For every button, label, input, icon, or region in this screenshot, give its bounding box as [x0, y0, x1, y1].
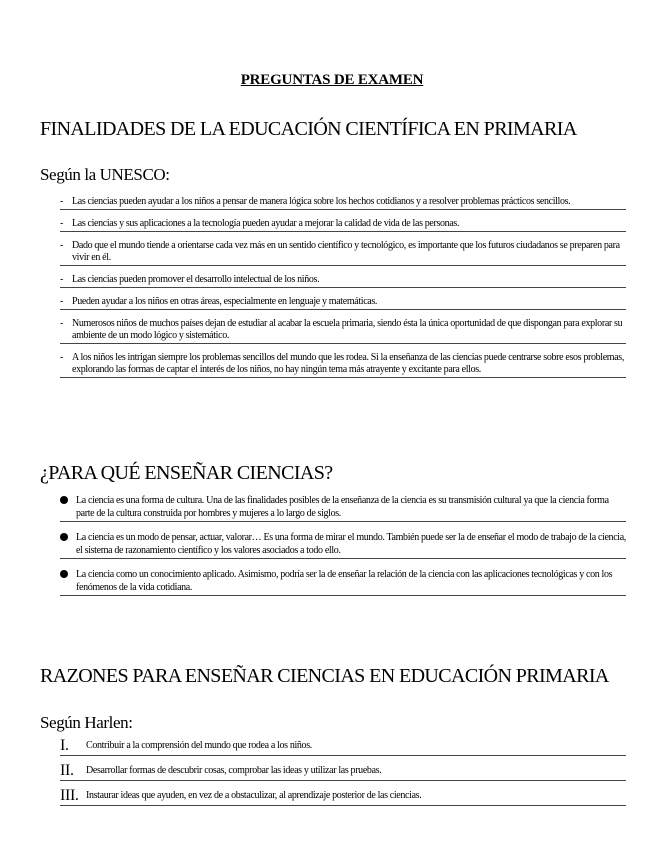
section-heading-finalidades: FINALIDADES DE LA EDUCACIÓN CIENTÍFICA EN PRIMARIA: [40, 118, 577, 140]
bullet-icon: [60, 533, 68, 541]
list-item: - Pueden ayudar a los niños en otras áreas, especialmente en lenguaje y matemáticas.: [60, 296, 626, 310]
unesco-list: [60, 196, 626, 386]
harlen-list: [60, 737, 626, 812]
roman-numeral: I.: [60, 737, 69, 754]
list-item: La ciencia es una forma de cultura. Una de las finalidades posibles de la enseñanza de la ciencia es su transmisión cultural ya que la ciencia forma parte de la cultura construida por hombres y mujeres a lo largo de siglos.: [60, 494, 626, 522]
dash-marker: -: [60, 218, 63, 229]
bullet-icon: [60, 570, 68, 578]
list-item: - A los niños les intrigan siempre los problemas sencillos del mundo que les rodea. Si la enseñanza de las ciencias puede centrarse sobre esos problemas, explorando las formas de captar el interés de los niños, no hay ningún tema más atrayente y excitante para ellos.: [60, 352, 626, 378]
dash-marker: -: [60, 274, 63, 285]
section-subheading-unesco: Según la UNESCO:: [40, 165, 170, 184]
list-item: - Dado que el mundo tiende a orientarse cada vez más en un sentido científico y tecnológico, es importante que los futuros ciudadanos se preparen para vivir en él.: [60, 240, 626, 266]
list-item: - Numerosos niños de muchos países dejan de estudiar al acabar la escuela primaria, siendo ésta la única oportunidad de que dispongan para explorar su ambiente de un modo lógico y sistemático.: [60, 318, 626, 344]
dash-marker: -: [60, 240, 63, 251]
dash-marker: -: [60, 296, 63, 307]
list-item: La ciencia como un conocimiento aplicado. Asimismo, podría ser la de enseñar la relación de la ciencia con las aplicaciones tecnológicas y con los fenómenos de la vida cotidiana.: [60, 568, 626, 596]
list-item: La ciencia es un modo de pensar, actuar, valorar… Es una forma de mirar el mundo. También puede ser la de enseñar el modo de trabajo de la ciencia, el sistema de razonamiento científico y los valores asociados a todo ello.: [60, 531, 626, 559]
dash-marker: -: [60, 196, 63, 207]
roman-numeral: III.: [60, 787, 79, 804]
list-item: I. Contribuir a la comprensión del mundo que rodea a los niños.: [60, 737, 626, 756]
roman-numeral: II.: [60, 762, 74, 779]
section-subheading-harlen: Según Harlen:: [40, 713, 133, 732]
list-item: - Las ciencias pueden promover el desarrollo intelectual de los niños.: [60, 274, 626, 288]
para-que-list: [60, 494, 626, 605]
document-title: PREGUNTAS DE EXAMEN: [240, 72, 424, 88]
dash-marker: -: [60, 318, 63, 329]
bullet-icon: [60, 496, 68, 504]
dash-marker: -: [60, 352, 63, 363]
section-heading-para-que: ¿PARA QUÉ ENSEÑAR CIENCIAS?: [40, 462, 333, 484]
list-item: - Las ciencias y sus aplicaciones a la tecnología pueden ayudar a mejorar la calidad de vida de las personas.: [60, 218, 626, 232]
section-heading-razones: RAZONES PARA ENSEÑAR CIENCIAS EN EDUCACIÓN PRIMARIA: [40, 665, 609, 687]
list-item: III. Instaurar ideas que ayuden, en vez de a obstaculizar, al aprendizaje posterior de las ciencias.: [60, 787, 626, 806]
list-item: - Las ciencias pueden ayudar a los niños a pensar de manera lógica sobre los hechos cotidianos y a resolver problemas prácticos sencillos.: [60, 196, 626, 210]
list-item: II. Desarrollar formas de descubrir cosas, comprobar las ideas y utilizar las pruebas.: [60, 762, 626, 781]
